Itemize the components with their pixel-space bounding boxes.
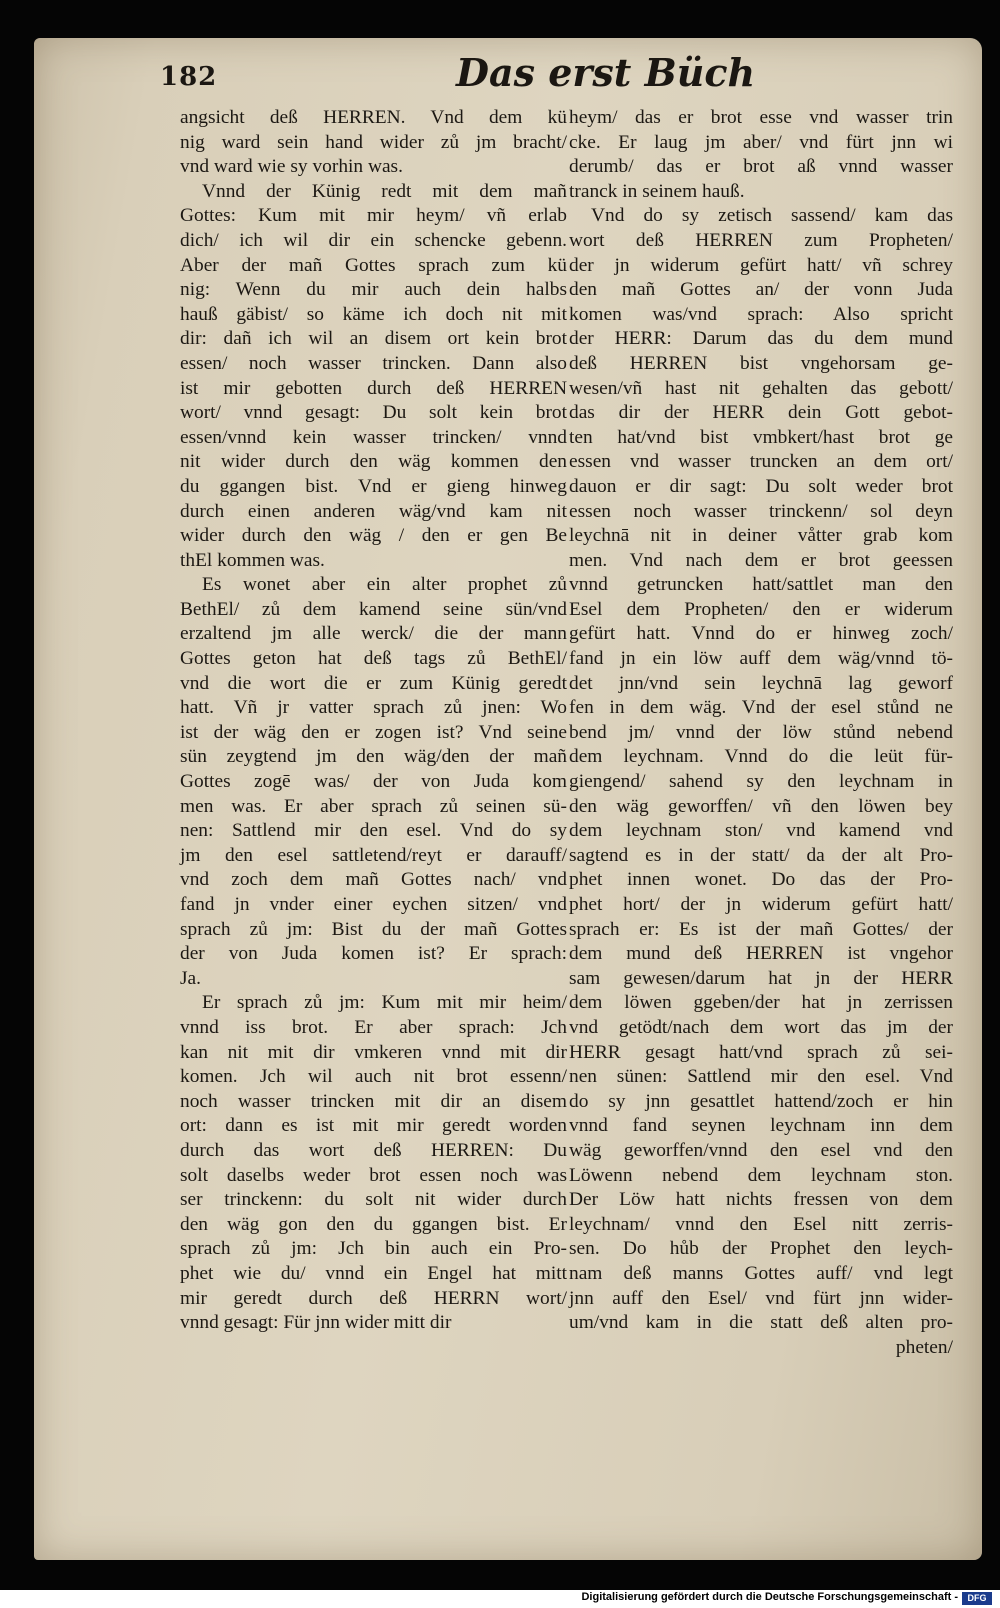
right-column	[569, 106, 953, 1360]
text-line: Gottes zogē was/ der von Juda kom	[180, 771, 567, 793]
text-line: um/vnd kam in die statt deß alten pro-	[569, 1312, 953, 1334]
text-line: sprach er: Es ist der mañ Gottes/ der	[569, 918, 953, 940]
text-line: derumb/ das er brot aß vnnd wasser	[569, 156, 953, 178]
text-line: essen vnd wasser truncken an dem ort/	[569, 451, 953, 473]
text-line: Aber der mañ Gottes sprach zum kü	[180, 254, 567, 276]
text-line: Es wonet aber ein alter prophet zů	[202, 574, 567, 596]
text-line: heym/ das er brot esse vnd wasser trin	[569, 107, 953, 128]
text-line: das dir der HERR dein Gott gebot-	[569, 402, 953, 424]
text-line: leychnam/ vnnd den Esel nitt zerris-	[569, 1213, 953, 1235]
left-column	[180, 106, 567, 1336]
text-line: ist der wäg den er zogen ist? Vnd seine	[180, 721, 567, 743]
text-line: der jn widerum gefürt hatt/ vñ schrey	[569, 254, 953, 276]
text-line: vnnd iss brot. Er aber sprach: Jch	[180, 1016, 567, 1038]
text-line: den mañ Gottes an/ der vonn Juda	[569, 279, 953, 301]
text-line: do sy jnn gesattlet hattend/zoch er hin	[569, 1090, 953, 1112]
text-line: Der Löw hatt nichts fressen von dem	[569, 1189, 953, 1211]
text-line: Er sprach zů jm: Kum mit mir heim/	[202, 992, 567, 1014]
text-line: hauß gäbist/ so käme ich doch nit mit	[180, 303, 567, 325]
text-line: vnd die wort die er zum Künig geredt	[180, 672, 567, 694]
text-line: sen. Do hůb der Prophet den leych-	[569, 1238, 953, 1260]
text-line: vnd zoch dem mañ Gottes nach/ vnd	[180, 869, 567, 891]
text-line: den wäg geworffen/ vñ den löwen bey	[569, 795, 953, 817]
running-head: Das erst Büch	[456, 50, 756, 95]
text-line: sam gewesen/darum hat jn der HERR	[569, 967, 953, 989]
footer-credit: Digitalisierung gefördert durch die Deutsche Forschungsgemeinschaft -	[581, 1591, 958, 1603]
text-line: BethEl/ zů dem kamend seine sün/vnd	[180, 598, 567, 620]
text-line: der von Juda komen ist? Er sprach:	[180, 943, 567, 965]
text-line: phet innen wonet. Do das der Pro-	[569, 869, 953, 891]
text-line: leychnā nit in deiner våtter grab kom	[569, 525, 953, 547]
text-line: Ja.	[180, 967, 202, 989]
text-line: jm den esel sattletend/reyt er darauff/	[180, 844, 567, 866]
text-line: fen in dem wäg. Vnd der esel stůnd ne	[569, 697, 953, 719]
text-line: det jnn/vnd sein leychnā lag geworf	[569, 672, 953, 694]
text-line: essen/vnnd kein wasser trincken/ vnnd	[180, 426, 567, 448]
text-line: essen noch wasser trinckenn/ sol deyn	[569, 500, 953, 522]
text-line: mir geredt durch deß HERRN wort/	[180, 1287, 567, 1309]
text-line: dem löwen ggeben/der hat jn zerrissen	[569, 992, 953, 1014]
text-line: vnnd gesagt: Für jnn wider mitt dir	[180, 1312, 452, 1334]
text-line: erzaltend jm alle werck/ die der mann	[180, 623, 567, 645]
text-line: fand jn ein löw auff dem wäg/vnnd tö-	[569, 648, 953, 670]
text-line: durch einen anderen wäg/vnd kam nit	[180, 500, 567, 522]
text-line: phet wie du/ vnnd ein Engel hat mitt	[180, 1262, 567, 1284]
text-line: nig: Wenn du mir auch dein halbs	[180, 279, 567, 301]
text-line: angsicht deß HERREN. Vnd dem kü	[180, 107, 567, 128]
text-line: Gottes: Kum mit mir heym/ vñ erlab	[180, 205, 567, 227]
text-line: ten hat/vnd bist vmbkert/hast brot ge	[569, 426, 953, 448]
text-line: durch das wort deß HERREN: Du	[180, 1139, 567, 1161]
text-line: essen/ noch wasser trincken. Dann also	[180, 352, 567, 374]
text-line: dich/ ich wil dir ein schencke gebenn.	[180, 229, 567, 251]
text-line: cke. Er laug jm aber/ vnd fürt jnn wi	[569, 131, 953, 153]
text-line: Esel dem Propheten/ den er widerum	[569, 598, 953, 620]
text-line: Vnd do sy zetisch sassend/ kam das	[591, 205, 953, 227]
text-line: nen: Sattlend mir den esel. Vnd do sy	[180, 820, 567, 842]
text-line: sprach zů jm: Jch bin auch ein Pro-	[180, 1238, 567, 1260]
page-number: 182	[160, 62, 218, 92]
text-line: dem mund deß HERREN ist vngehor	[569, 943, 953, 965]
text-line: giengend/ sahend sy den leychnam in	[569, 771, 953, 793]
text-line: HERR gesagt hatt/vnd sprach zů sei-	[569, 1041, 953, 1063]
text-line: nit wider durch den wäg kommen den	[180, 451, 567, 473]
text-line: dir: dañ ich wil an disem ort kein brot	[180, 328, 567, 350]
text-line: der HERR: Darum das du dem mund	[569, 328, 953, 350]
text-line: sagtend es in der statt/ da der alt Pro-	[569, 844, 953, 866]
text-line: jnn auff den Esel/ vnd fürt jnn wider-	[569, 1287, 953, 1309]
text-line: nam deß manns Gottes auff/ vnd legt	[569, 1262, 953, 1284]
text-line: du ggangen bist. Vnd er gieng hinweg	[180, 475, 567, 497]
text-line: Vnnd der Künig redt mit dem mañ	[202, 180, 567, 202]
text-line: vnd ward wie sy vorhin was.	[180, 156, 403, 178]
text-line: kan nit mit dir vmkeren vnnd mit dir	[180, 1041, 567, 1063]
text-line: men. Vnd nach dem er brot geessen	[569, 549, 953, 571]
text-line: Gottes geton hat deß tags zů BethEl/	[180, 648, 567, 670]
text-line: nig ward sein hand wider zů jm bracht/	[180, 131, 567, 153]
text-line: solt daselbs weder brot essen noch was	[180, 1164, 567, 1186]
text-line: hatt. Vñ jr vatter sprach zů jnen: Wo	[180, 697, 567, 719]
text-line: ort: dann es ist mit mir geredt worden	[180, 1115, 567, 1137]
text-line: dauon er dir sagt: Du solt weder brot	[569, 475, 953, 497]
text-line: thEl kommen was.	[180, 549, 325, 571]
text-line: Löwenn nebend dem leychnam ston.	[569, 1164, 953, 1186]
dfg-logo: DFG	[962, 1592, 992, 1605]
text-line: vnnd fand seynen leychnam inn dem	[569, 1115, 953, 1137]
text-line: wäg geworffen/vnnd den esel vnd den	[569, 1139, 953, 1161]
text-line: dem leychnam ston/ vnd kamend vnd	[569, 820, 953, 842]
text-line: nen sünen: Sattlend mir den esel. Vnd	[569, 1066, 953, 1088]
text-line: pheten/	[895, 1336, 953, 1358]
text-line: ser trinckenn: du solt nit wider durch	[180, 1189, 567, 1211]
text-line: fand jn vnder einer eychen sitzen/ vnd	[180, 894, 567, 915]
text-line: gefürt hatt. Vnnd do er hinweg zoch/	[569, 623, 953, 645]
text-line: bend jm/ vnnd der löw stůnd nebend	[569, 721, 953, 743]
text-line: deß HERREN bist vngehorsam ge-	[569, 352, 953, 374]
text-line: phet hort/ der jn widerum gefürt hatt/	[569, 894, 953, 915]
text-line: komen was/vnd sprach: Also spricht	[569, 303, 953, 325]
text-line: wider durch den wäg / den er gen Be	[180, 525, 567, 547]
text-line: ist mir gebotten durch deß HERREN	[180, 377, 567, 399]
text-line: noch wasser trincken mit dir an disem	[180, 1090, 567, 1112]
text-line: wesen/vñ hast nit gehalten das gebott/	[569, 377, 953, 399]
text-line: men was. Er aber sprach zů seinen sü-	[180, 795, 567, 817]
text-line: komen. Jch wil auch nit brot essenn/	[180, 1066, 567, 1088]
text-line: vnnd getruncken hatt/sattlet man den	[569, 574, 953, 596]
text-line: den wäg gon den du ggangen bist. Er	[180, 1213, 567, 1235]
text-line: wort/ vnnd gesagt: Du solt kein brot	[180, 402, 567, 424]
text-line: wort deß HERREN zum Propheten/	[569, 229, 953, 251]
text-line: sün zeygtend jm den wäg/den der mañ	[180, 746, 567, 768]
text-line: vnd getödt/nach dem wort das jm der	[569, 1016, 953, 1038]
text-line: tranck in seinem hauß.	[569, 180, 745, 202]
text-line: sprach zů jm: Bist du der mañ Gottes	[180, 918, 567, 940]
text-line: dem leychnam. Vnnd do die leüt für-	[569, 746, 953, 768]
